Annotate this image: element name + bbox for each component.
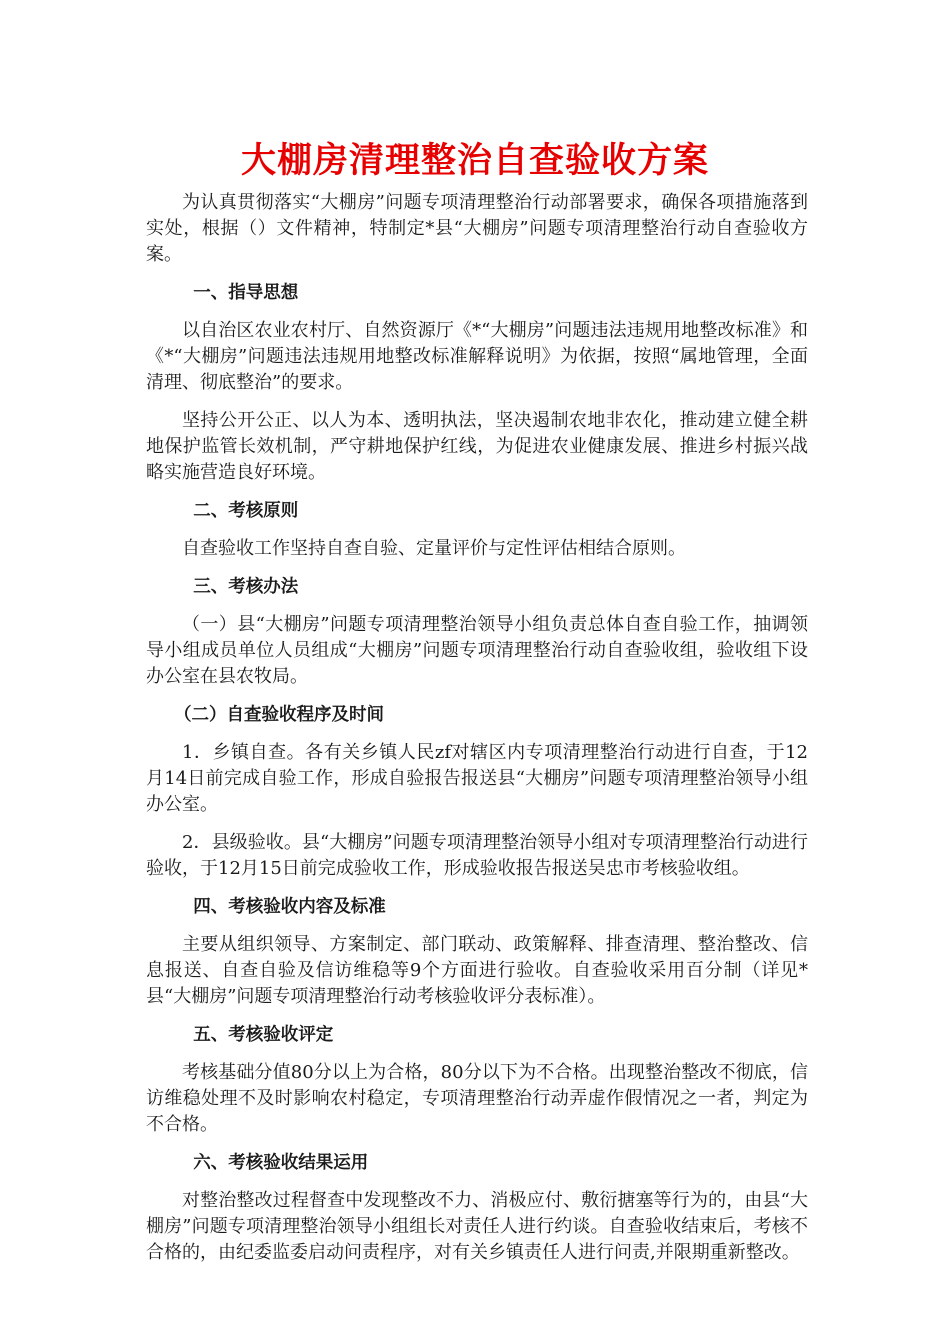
section-heading-content-standards: 四、考核验收内容及标准 <box>193 897 386 917</box>
section-3-paragraph-2: 1．乡镇自查。各有关乡镇人民zf对辖区内专项清理整治行动进行自查，于12月14日前完成自验工作，形成自验报告报送县“大棚房”问题专项清理整治领导小组办公室。 <box>146 742 808 815</box>
section-4-paragraph-1: 主要从组织领导、方案制定、部门联动、政策解释、排查清理、整治整改、信息报送、自查自验及信访维稳等9个方面进行验收。自查验收采用百分制（详见*县“大棚房”问题专项清理整治行动考核验收评分表标准）。 <box>146 934 808 1007</box>
subsection-heading-procedure-time: （二）自查验收程序及时间 <box>174 705 384 725</box>
section-heading-results-application: 六、考核验收结果运用 <box>193 1153 369 1173</box>
section-heading-assessment-principles: 二、考核原则 <box>193 501 299 521</box>
document-title: 大棚房清理整治自查验收方案 <box>240 141 709 181</box>
section-6-paragraph-1: 对整治整改过程督查中发现整改不力、消极应付、敷衍搪塞等行为的，由县“大棚房”问题专项清理整治领导小组组长对责任人进行约谈。自查验收结束后，考核不合格的，由纪委监委启动问责程序，对有关乡镇责任人进行问责,并限期重新整改。 <box>146 1190 808 1263</box>
section-1-paragraph-1: 以自治区农业农村厅、自然资源厅《*“大棚房”问题违法违规用地整改标准》和《*“大棚房”问题违法违规用地整改标准解释说明》为依据，按照“属地管理，全面清理、彻底整治”的要求。 <box>146 320 808 393</box>
section-heading-evaluation: 五、考核验收评定 <box>193 1025 334 1045</box>
section-3-paragraph-1: （一）县“大棚房”问题专项清理整治领导小组负责总体自查自验工作，抽调领导小组成员单位人员组成“大棚房”问题专项清理整治行动自查验收组，验收组下设办公室在县农牧局。 <box>146 614 808 687</box>
intro-paragraph: 为认真贯彻落实“大棚房”问题专项清理整治行动部署要求，确保各项措施落到实处，根据（）文件精神，特制定*县“大棚房”问题专项清理整治行动自查验收方案。 <box>146 192 808 265</box>
section-heading-guiding-ideology: 一、指导思想 <box>193 283 299 303</box>
section-heading-assessment-methods: 三、考核办法 <box>193 577 299 597</box>
document-body <box>146 190 808 1278</box>
section-3-paragraph-3: 2．县级验收。县“大棚房”问题专项清理整治领导小组对专项清理整治行动进行验收，于12月15日前完成验收工作，形成验收报告报送吴忠市考核验收组。 <box>146 832 808 879</box>
section-5-paragraph-1: 考核基础分值80分以上为合格，80分以下为不合格。出现整治整改不彻底，信访维稳处理不及时影响农村稳定，专项清理整治行动弄虚作假情况之一者，判定为不合格。 <box>146 1062 808 1135</box>
section-1-paragraph-2: 坚持公开公正、以人为本、透明执法，坚决遏制农地非农化，推动建立健全耕地保护监管长效机制，严守耕地保护红线，为促进农业健康发展、推进乡村振兴战略实施营造良好环境。 <box>146 410 808 483</box>
section-2-paragraph-1: 自查验收工作坚持自查自验、定量评价与定性评估相结合原则。 <box>182 538 686 559</box>
